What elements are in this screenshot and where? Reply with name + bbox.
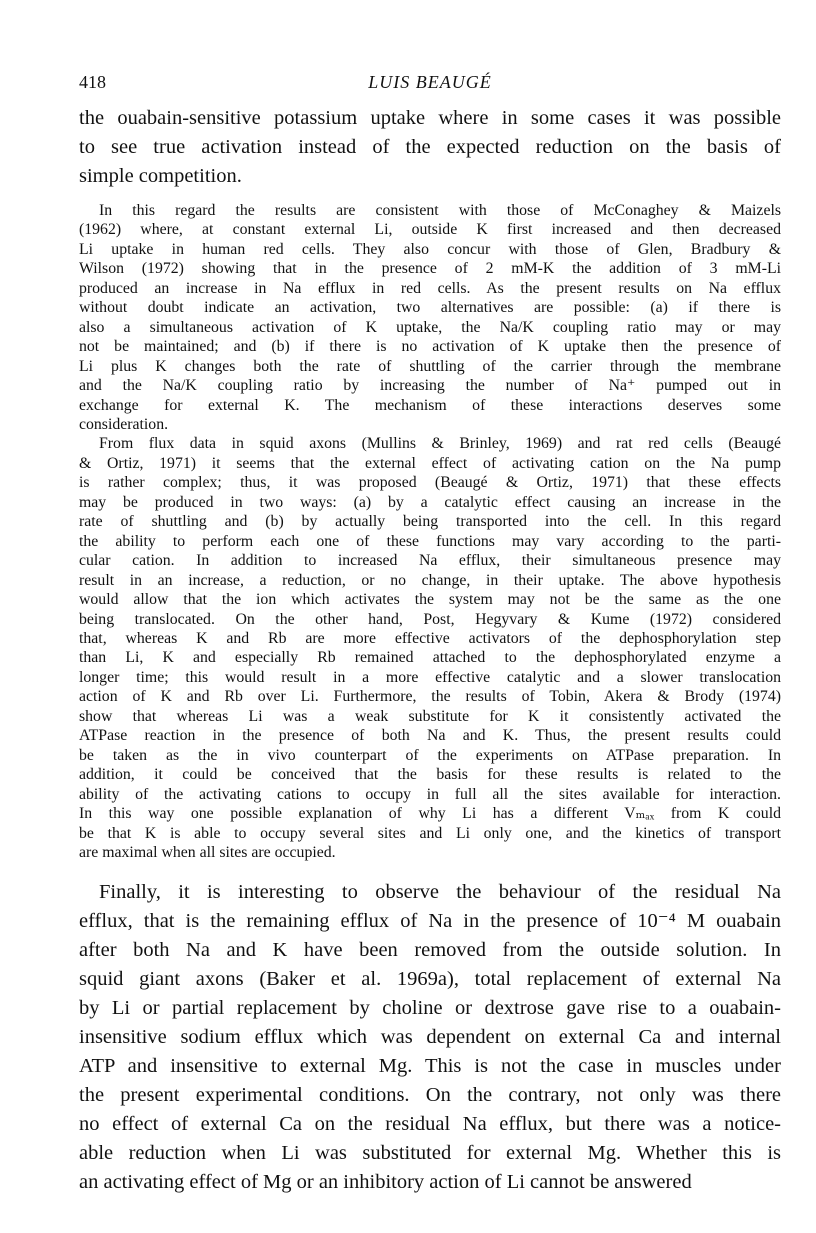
text-line: an activating effect of Mg or an inhibitory action of Li cannot be answered xyxy=(79,1171,692,1194)
text-line: not be maintained; and (b) if there is no activation of K uptake then the presence of xyxy=(79,338,781,356)
text-line: be taken as the in vivo counterpart of the experiments on ATPase preparation. In xyxy=(79,746,781,764)
text-line: cular cation. In addition to increased Na efflux, their simultaneous presence may xyxy=(79,552,781,570)
paragraph xyxy=(79,878,781,1197)
text-line: that, whereas K and Rb are more effective activators of the dephosphorylation step xyxy=(79,629,781,647)
text-line: In this regard the results are consistent with those of McConaghey & Maizels xyxy=(99,202,781,219)
text-line: exchange for external K. The mechanism of these interactions deserves some xyxy=(79,396,781,414)
body-text xyxy=(79,104,781,1197)
text-line: action of K and Rb over Li. Furthermore, the results of Tobin, Akera & Brody (1974) xyxy=(79,688,781,706)
text-line: result in an increase, a reduction, or no change, in their uptake. The above hypothesis xyxy=(79,571,781,589)
text-line: the present experimental conditions. On the contrary, not only was there xyxy=(79,1084,781,1107)
text-line: squid giant axons (Baker et al. 1969a), total replacement of external Na xyxy=(79,968,781,991)
text-line: (1962) where, at constant external Li, outside K first increased and then decreased xyxy=(79,221,781,239)
text-line: to see true activation instead of the expected reduction on the basis of xyxy=(79,136,781,158)
text-line: may be produced in two ways: (a) by a catalytic effect causing an increase in the xyxy=(79,493,781,511)
text-line: From flux data in squid axons (Mullins & Brinley, 1969) and rat red cells (Beaugé xyxy=(99,435,781,453)
text-line: efflux, that is the remaining efflux of Na in the presence of 10⁻⁴ M ouabain xyxy=(79,910,781,933)
text-line: longer time; this would result in a more effective catalytic and a slower translocation xyxy=(79,668,781,686)
text-line: would allow that the ion which activates the system may not be the same as the one xyxy=(79,591,781,609)
paragraph xyxy=(79,434,781,862)
text-line: and the Na/K coupling ratio by increasing the number of Na⁺ pumped out in xyxy=(79,377,781,395)
text-line: than Li, K and especially Rb remained attached to the dephosphorylated enzyme a xyxy=(79,649,781,667)
text-line: rate of shuttling and (b) by actually being transported into the cell. In this regard xyxy=(79,513,781,531)
text-line: show that whereas Li was a weak substitute for K it consistently activated the xyxy=(79,707,781,725)
text-line: simple competition. xyxy=(79,165,242,187)
text-line: being translocated. On the other hand, Post, Hegyvary & Kume (1972) considered xyxy=(79,610,781,628)
running-head: LUIS BEAUGÉ xyxy=(368,72,492,92)
text-line: ATPase reaction in the presence of both Na and K. Thus, the present results could xyxy=(79,727,781,745)
text-line: Wilson (1972) showing that in the presence of 2 mM-K the addition of 3 mM-Li xyxy=(79,260,781,278)
text-line: & Ortiz, 1971) it seems that the external effect of activating cation on the Na pump xyxy=(79,454,781,472)
text-line: produced an increase in Na efflux in red cells. As the present results on Na efflux xyxy=(79,279,781,297)
text-line: able reduction when Li was substituted for external Mg. Whether this is xyxy=(79,1142,781,1165)
text-line: are maximal when all sites are occupied. xyxy=(79,843,336,861)
text-line: also a simultaneous activation of K uptake, the Na/K coupling ratio may or may xyxy=(79,318,781,336)
page-header xyxy=(79,72,781,98)
page-number: 418 xyxy=(79,72,106,92)
text-line: be that K is able to occupy several sites and Li only one, and the kinetics of transport xyxy=(79,824,781,842)
text-line: In this way one possible explanation of why Li has a different Vₘₐₓ from K could xyxy=(79,805,781,823)
paragraph xyxy=(79,104,781,191)
text-line: ability of the activating cations to occupy in full all the sites available for interaction. xyxy=(79,785,781,803)
text-line: insensitive sodium efflux which was dependent on external Ca and internal xyxy=(79,1026,781,1049)
text-line: by Li or partial replacement by choline or dextrose gave rise to a ouabain- xyxy=(79,997,781,1020)
text-line: the ability to perform each one of these functions may vary according to the parti- xyxy=(79,532,781,550)
text-line: without doubt indicate an activation, two alternatives are possible: (a) if there is xyxy=(79,299,781,317)
text-line: consideration. xyxy=(79,415,169,433)
paragraph xyxy=(79,201,781,434)
text-line: after both Na and K have been removed from the outside solution. In xyxy=(79,939,781,962)
text-line: Li uptake in human red cells. They also concur with those of Glen, Bradbury & xyxy=(79,240,781,258)
text-line: is rather complex; thus, it was proposed (Beaugé & Ortiz, 1971) that these effects xyxy=(79,474,781,492)
text-line: Li plus K changes both the rate of shuttling of the carrier through the membrane xyxy=(79,357,781,375)
text-line: the ouabain-sensitive potassium uptake where in some cases it was possible xyxy=(79,107,781,129)
document-page xyxy=(79,72,781,1197)
text-line: Finally, it is interesting to observe the behaviour of the residual Na xyxy=(99,881,781,904)
text-line: addition, it could be conceived that the basis for these results is related to the xyxy=(79,766,781,784)
text-line: no effect of external Ca on the residual Na efflux, but there was a notice- xyxy=(79,1113,781,1136)
text-line: ATP and insensitive to external Mg. This is not the case in muscles under xyxy=(79,1055,781,1078)
